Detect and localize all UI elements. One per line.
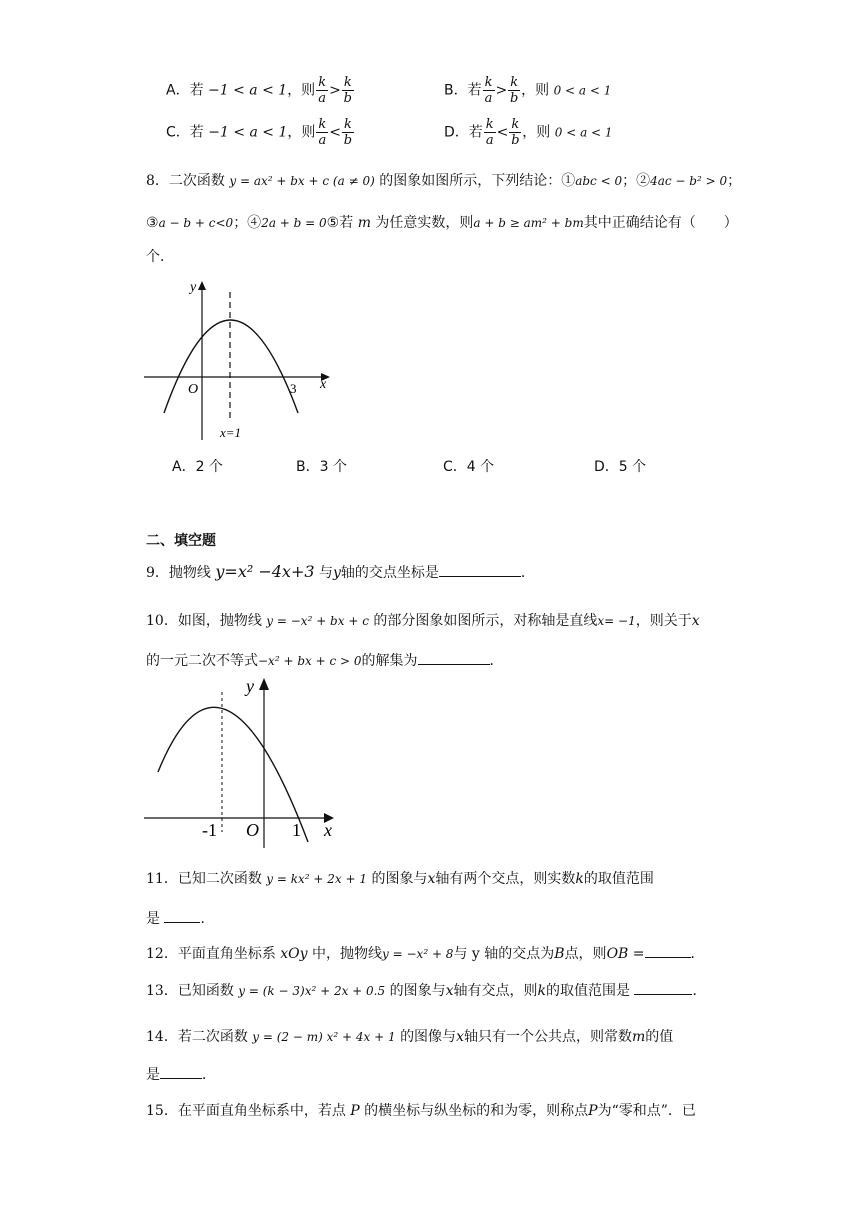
- y-axis-arrow: [259, 678, 269, 690]
- q7-option-d: D．若 $\frac{k}{a}$ < $\frac{k}{b}$ ，则 0 < a < 1: [444, 117, 613, 148]
- origin-label: O: [188, 382, 199, 397]
- q7-option-b: B．若 $\frac{k}{a}$ > $\frac{k}{b}$ ，则 0 < a < 1: [444, 75, 612, 106]
- q8-line-1: 8．二次函数 y = ax² + bx + c (a ≠ 0) 的图象如图所示，下列结论：①abc < 0；②4ac − b² > 0；: [146, 173, 742, 189]
- q11-line-2: 是 ．: [146, 908, 214, 928]
- fraction: $\frac{k}{b}$: [343, 117, 353, 148]
- origin-label: O: [246, 820, 259, 840]
- q8-option-b[interactable]: B．3 个: [296, 459, 347, 475]
- neg-one-label: -1: [202, 820, 217, 840]
- fraction: $\frac{k}{b}$: [343, 75, 352, 106]
- answer-blank[interactable]: [164, 908, 200, 923]
- q10-line-2: 的一元二次不等式−x² + bx + c > 0的解集为 ．: [146, 650, 504, 670]
- y-axis-arrow: [198, 281, 206, 290]
- q14-line-2: 是 ．: [146, 1064, 216, 1084]
- q8-parabola-graph: [140, 272, 340, 444]
- root-label: 3: [290, 381, 297, 396]
- parabola-curve: [158, 707, 308, 842]
- answer-blank[interactable]: [160, 1064, 202, 1079]
- q8-option-d[interactable]: D．5 个: [594, 459, 647, 475]
- q8-line-3: 个．: [146, 249, 174, 265]
- fraction: $\frac{k}{a}$: [484, 75, 493, 106]
- one-label: 1: [292, 820, 301, 840]
- q12: 12．平面直角坐标系 xOy 中，抛物线y = −x² + 8与 y 轴的交点为B点，则OB = ．: [146, 943, 705, 963]
- x-axis-label: x: [320, 377, 327, 392]
- y-axis-label: y: [246, 676, 254, 696]
- answer-blank[interactable]: [418, 650, 490, 665]
- fraction: $\frac{k}{b}$: [511, 117, 520, 148]
- fraction: $\frac{k}{a}$: [318, 117, 327, 148]
- fraction: $\frac{k}{a}$: [318, 75, 327, 106]
- section-heading: 二、填空题: [146, 533, 216, 549]
- q8-option-a[interactable]: A．2 个: [172, 459, 223, 475]
- q13: 13．已知函数 y = (k − 3)x² + 2x + 0.5 的图象与x轴有交点，则k的取值范围是 ．: [146, 980, 706, 1000]
- q10-parabola-graph: [140, 670, 350, 850]
- answer-blank[interactable]: [439, 562, 521, 577]
- q7-option-a: A．若 −1 < a < 1，则 $\frac{k}{a}$ > $\frac{k}{b}$: [166, 75, 352, 106]
- answer-blank[interactable]: [634, 980, 692, 995]
- q8-option-c[interactable]: C．4 个: [443, 459, 495, 475]
- q15: 15．在平面直角坐标系中，若点 P 的横坐标与纵坐标的和为零，则称点P为“零和点”．已: [146, 1103, 696, 1119]
- y-axis-label: y: [190, 280, 197, 295]
- q10-line-1: 10．如图，抛物线 y = −x² + bx + c 的部分图象如图所示，对称轴是直线x= −1，则关于x: [146, 613, 700, 629]
- q7-option-c: C．若 −1 < a < 1，则 $\frac{k}{a}$ < $\frac{k}{b}$: [166, 117, 353, 148]
- q9: 9．抛物线 y=x² −4x+3 与y轴的交点坐标是 ．: [146, 562, 535, 581]
- q14-line-1: 14．若二次函数 y = (2 − m) x² + 4x + 1 的图像与x轴只有一个公共点，则常数m的值: [146, 1029, 674, 1045]
- parabola-curve: [164, 320, 298, 413]
- q8-line-2: ③a − b + c<0；④2a + b = 0⑤若 m 为任意实数，则a + b ≥ am² + bm其中正确结论有（ ）: [146, 215, 738, 231]
- fraction: $\frac{k}{a}$: [485, 117, 494, 148]
- q11-line-1: 11．已知二次函数 y = kx² + 2x + 1 的图象与x轴有两个交点，则实数k的取值范围: [146, 871, 654, 887]
- symmetry-axis-label: x=1: [220, 425, 242, 440]
- answer-blank[interactable]: [645, 943, 691, 958]
- x-axis-label: x: [324, 820, 332, 840]
- fraction: $\frac{k}{b}$: [510, 75, 519, 106]
